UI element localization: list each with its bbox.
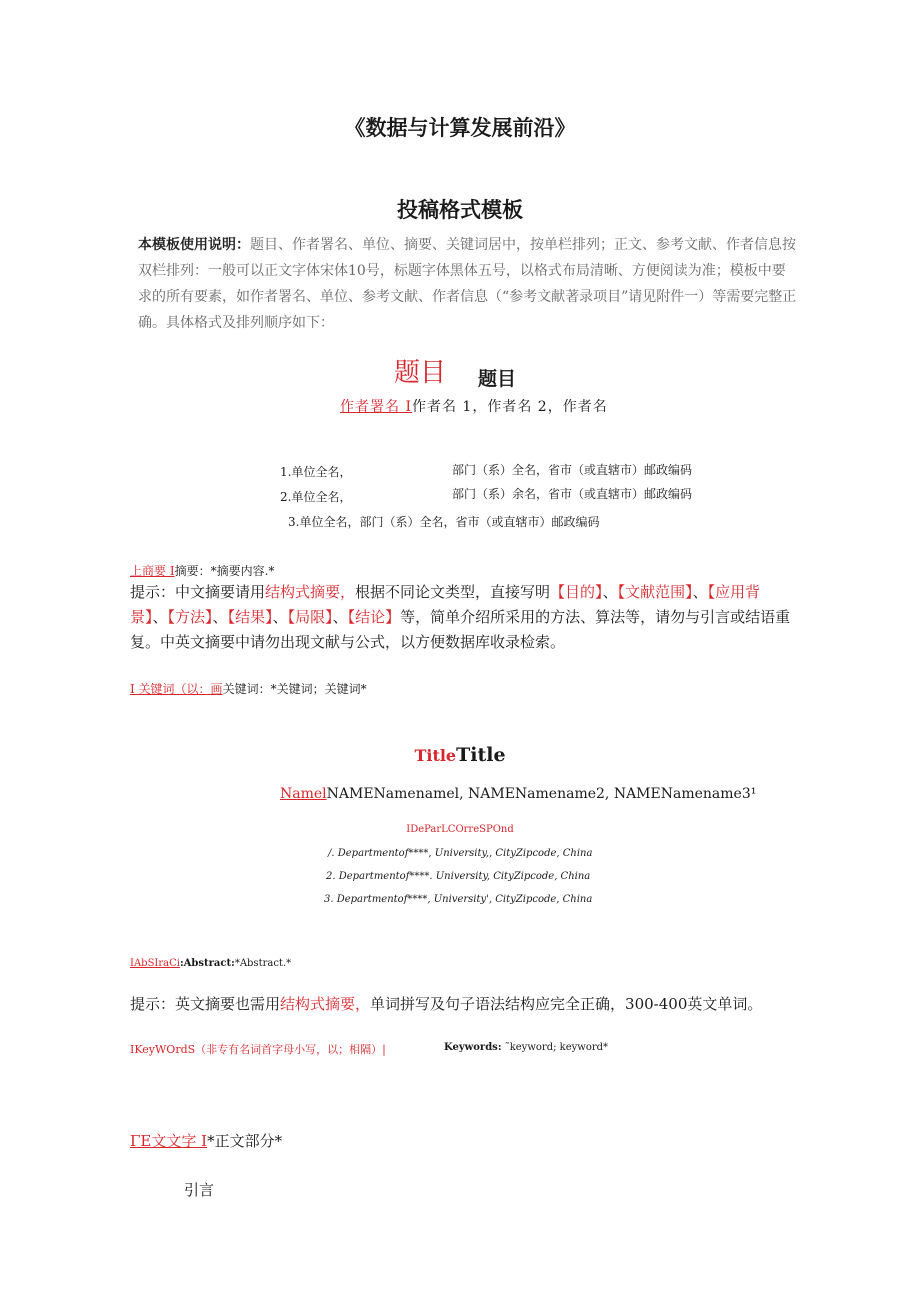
author-line — [340, 396, 608, 416]
cn-title: 题目 — [478, 368, 517, 390]
instructions-lead: 本模板使用说明： — [138, 237, 250, 253]
en-keywords-marker: IKeyWOrdS（非专有名词首字母小写，以；相隔）| — [130, 1043, 386, 1056]
tag-method: 【方法】 — [167, 608, 213, 626]
en-keywords-label: Keywords: — [444, 1042, 502, 1053]
correspondence-marker: IDeParLCOrreSPOnd — [406, 824, 514, 835]
affiliation-2-name: 2.单位全名， — [280, 490, 352, 504]
abstract-hint-rest: 根据不同论文类型，直接写明 — [355, 583, 551, 601]
en-abstract-hint-rest: 单词拼写及句子语法结构应完全正确，300-400英文单词。 — [370, 995, 763, 1013]
abstract-hint-suffix: 等，简单介绍所采用的方法、算法等，请勿与引言或结语重复。中英文摘要中请勿出现文献与公式，以方便数据库收录检索。 — [130, 608, 791, 651]
affiliation-2-detail: 部门（系）余名，省市（或直辖市）邮政编码 — [452, 487, 693, 501]
affiliation-3: 3.单位全名，部门（系）全名，省市（或直辖市）邮政编码 — [288, 515, 600, 529]
tag-conclusion: 【结论】 — [347, 608, 401, 626]
en-abstract-marker: IAbSIraCi — [130, 958, 180, 969]
tag-background: 【应用背景】 — [130, 583, 761, 626]
instructions-body: 题目、作者署名、单位、摘要、关键词居中，按单栏排列；正文、参考文献、作者信息按双栏排列：一般可以正文字体宋体10号，标题字体黑体五号，以格式布局清晰、方便阅读为准；模板中要求的所有要素，如作者署名、单位、参考文献、作者信息（“参考文献著录项目”请见附件一）等需要完整正确。具体格式及排列顺序如下： — [138, 237, 797, 331]
tag-result: 【结果】 — [227, 608, 273, 626]
en-keywords-text: ˜keyword; keyword* — [504, 1042, 609, 1053]
tag-objective: 【目的】 — [550, 583, 603, 601]
en-affiliation-2: 2. Departmentof****. University, CityZipcode, China — [326, 871, 591, 882]
en-affiliation-1: /. Departmentof****, University,, CityZipcode, China — [328, 848, 593, 859]
en-abstract-line — [130, 958, 291, 969]
en-title — [0, 744, 920, 766]
template-instructions — [138, 232, 798, 336]
en-author-names: NAMENamenamel, NAMENamename2, NAMENamename3¹ — [326, 786, 757, 802]
cn-title-marker: 题目 — [394, 358, 447, 388]
keywords-line — [130, 680, 367, 697]
en-author-line — [280, 786, 756, 802]
tag-scope: 【文献范围】 — [617, 583, 693, 601]
keywords-text: 关键词：*关键词；关键词* — [222, 682, 367, 696]
body-section-text: *正文部分* — [207, 1132, 283, 1150]
abstract-line — [130, 562, 274, 579]
en-keywords-line — [444, 1042, 608, 1053]
en-abstract-hint — [130, 993, 762, 1014]
tag-limitation: 【局限】 — [287, 608, 333, 626]
journal-title: 《数据与计算发展前沿》 — [344, 116, 576, 140]
body-section-marker: ΓE文文字 I — [130, 1132, 208, 1150]
keywords-marker: I 关键词（以：画 — [130, 682, 223, 696]
abstract-hint: 提示：中文摘要请用结构式摘要，根据不同论文类型，直接写明【目的】、【文献范围】、【应用背景】、【方法】、【结果】、【局限】、【结论】等，简单介绍所采用的方法、算法等，请勿与引言或结语重复。中英文摘要中请勿出现文献与公式，以方便数据库收录检索。 — [130, 583, 791, 651]
template-title: 投稿格式模板 — [397, 198, 523, 222]
abstract-text: 摘要：*摘要内容.* — [174, 564, 275, 578]
en-abstract-hint-highlight: 结构式摘要， — [280, 995, 371, 1013]
abstract-marker: 上商要 I — [130, 564, 175, 578]
en-abstract-text: *Abstract.* — [234, 958, 292, 969]
abstract-hint-prefix: 提示：中文摘要请用 — [130, 583, 266, 601]
en-title-text: Title — [456, 744, 506, 766]
intro-heading: 引言 — [184, 1181, 215, 1199]
en-affiliation-3: 3. Departmentof****, University', CityZipcode, China — [324, 894, 593, 905]
author-names: 作者名 1，作者名 2，作者名 — [411, 399, 608, 415]
body-section-line — [130, 1130, 282, 1151]
en-abstract-label: :Abstract: — [179, 958, 235, 969]
affiliation-1-name: 1.单位全名， — [280, 465, 352, 479]
en-abstract-hint-prefix: 提示：英文摘要也需用 — [130, 995, 281, 1013]
abstract-hint-highlight: 结构式摘要， — [265, 583, 356, 601]
affiliation-1-detail: 部门（系）全名，省市（或直辖市）邮政编码 — [452, 463, 693, 477]
en-author-marker: Namel — [280, 786, 327, 802]
author-marker: 作者署名 I — [340, 399, 412, 415]
en-title-marker: Title — [414, 746, 457, 765]
